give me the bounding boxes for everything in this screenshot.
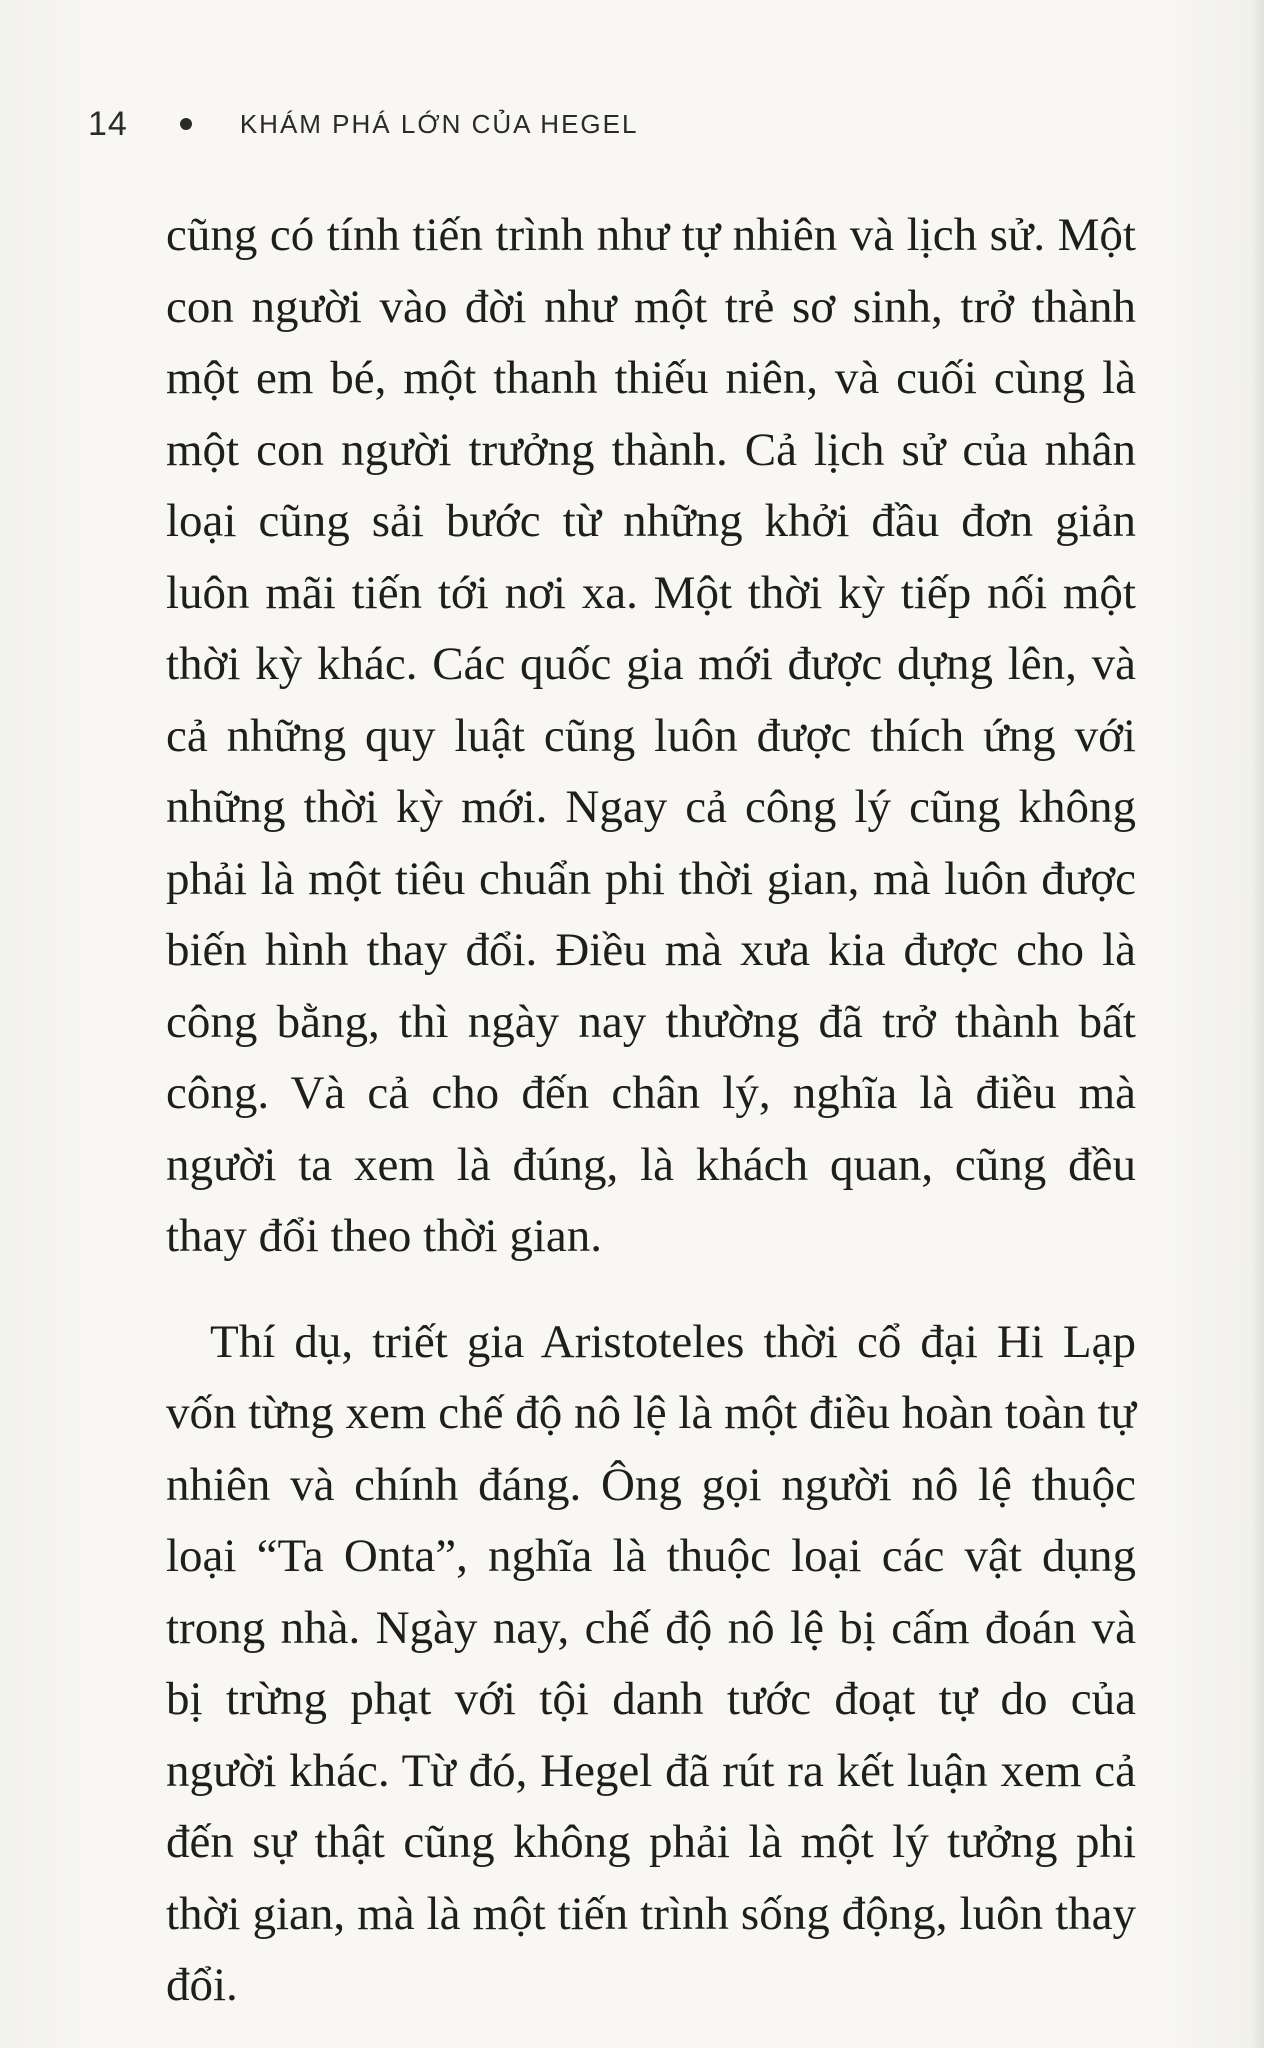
paragraph-1: cũng có tính tiến trình như tự nhiên và lịch sử. Một con người vào đời như một trẻ sơ sinh, trở thành một em bé, một thanh thiếu niên, và cuối cùng là một con người trưởng thành. Cả lịch sử của nhân loại cũng sải bước từ những khởi đầu đơn giản luôn mãi tiến tới nơi xa. Một thời kỳ tiếp nối một thời kỳ khác. Các quốc gia mới được dựng lên, và cả những quy luật cũng luôn được thích ứng với những thời kỳ mới. Ngay cả công lý cũng không phải là một tiêu chuẩn phi thời gian, mà luôn được biến hình thay đổi. Điều mà xưa kia được cho là công bằng, thì ngày nay thường đã trở thành bất công. Và cả cho đến chân lý, nghĩa là điều mà người ta xem là đúng, là khách quan, cũng đều thay đổi theo thời gian. — [166, 209, 1136, 1262]
page-number: 14 — [88, 104, 128, 143]
chapter-title: KHÁM PHÁ LỚN CỦA HEGEL — [239, 108, 639, 139]
body-text — [166, 200, 1136, 2022]
bullet-separator — [180, 118, 192, 130]
page-edge-shadow — [1250, 0, 1264, 2048]
paragraph-2: Thí dụ, triết gia Aristoteles thời cổ đại Hi Lạp vốn từng xem chế độ nô lệ là một điều hoàn toàn tự nhiên và chính đáng. Ông gọi người nô lệ thuộc loại “Ta Onta”, nghĩa là thuộc loại các vật dụng trong nhà. Ngày nay, chế độ nô lệ bị cấm đoán và bị trừng phạt với tội danh tước đoạt tự do của người khác. Từ đó, Hegel đã rút ra kết luận xem cả đến sự thật cũng không phải là một lý tưởng phi thời gian, mà là một tiến trình sống động, luôn thay đổi. — [166, 1315, 1136, 2011]
running-header — [88, 104, 638, 144]
